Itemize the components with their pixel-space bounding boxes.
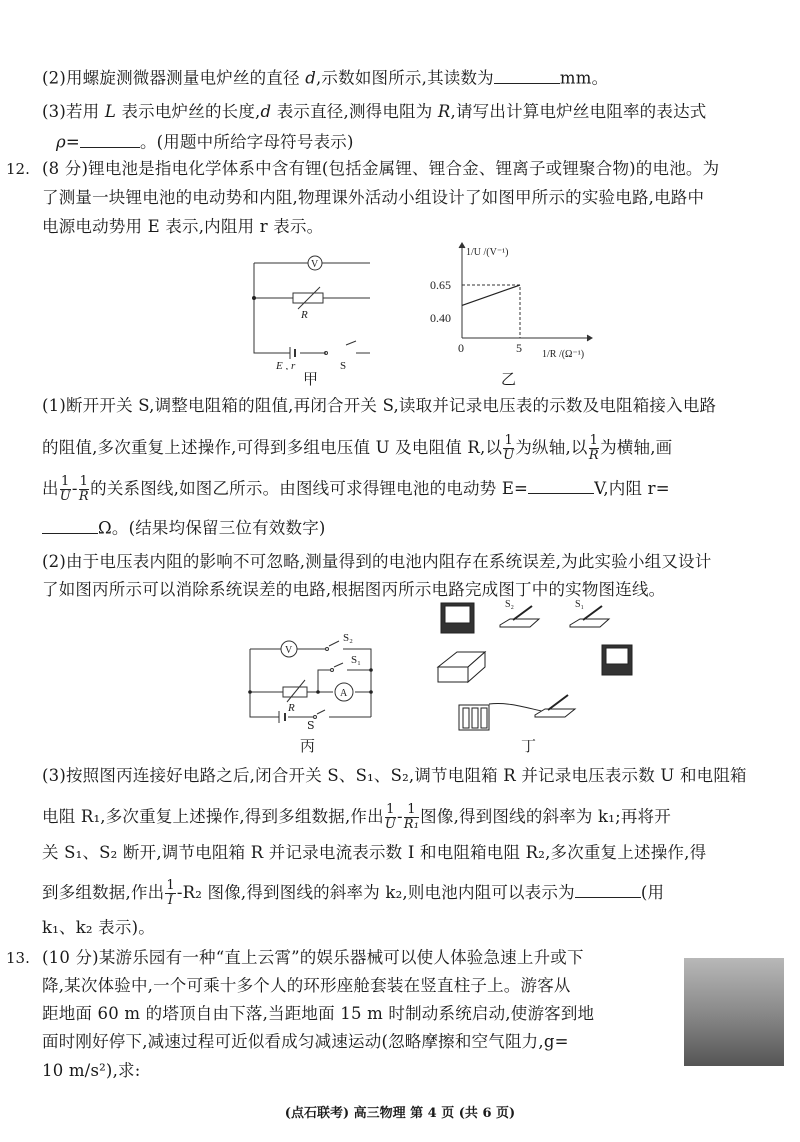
y-axis-label: 1/U /(V⁻¹) (466, 247, 509, 258)
q13-text: 距地面 60 m 的塔顶自由下落,当距地面 15 m 时制动系统启动,使游客到地 (42, 1004, 595, 1023)
switch-s2-label: S₂ (505, 599, 515, 610)
answer-blank (80, 130, 140, 148)
q12-part3: 电阻 R₁,多次重复上述操作,得到多组数据,作出 $\frac{1}{U}$ - $\frac{1}{\text{R₁}}$ 图像,得到图线的斜率为 k₁;再将开 (42, 802, 671, 832)
circuit-diagram-bing (243, 632, 383, 727)
voltmeter-label: V (311, 259, 319, 270)
figure-caption-yi: 乙 (501, 370, 517, 388)
q12-part3: 关 S₁、S₂ 断开,调节电阻箱 R 并记录电流表示数 I 和电阻箱电阻 R₂,多次重复上述操作,得 (42, 843, 707, 862)
q11-part2: (2)用螺旋测微器测量电炉丝的直径 d,示数如图所示,其读数为 mm。 (42, 66, 608, 89)
q12-part1: 出 $\frac{1}{U}$ - $\frac{1}{R}$ 的关系图线,如图乙所示。由图线可求得锂电池的电动势 E= V,内阻 r= (42, 474, 670, 504)
q12-part2: (2)由于电压表内阻的影响不可忽略,测量得到的电池内阻存在系统误差,为此实验小组又设计 (42, 552, 712, 571)
q11-part3: (3)若用 L 表示电炉丝的长度,d 表示直径,测得电阻为 R,请写出计算电炉丝电阻率的表达式 (42, 102, 707, 121)
battery-icon (459, 705, 489, 730)
answer-blank (528, 477, 594, 495)
resistor-label: R (288, 702, 295, 714)
y-tick-label: 0.65 (430, 278, 451, 292)
q12-part1: (1)断开开关 S,调整电阻箱的阻值,再闭合开关 S,读取并记录电压表的示数及电阻箱接入电路 (42, 396, 717, 415)
figure-caption-jia: 甲 (303, 370, 319, 388)
answer-blank (494, 66, 560, 84)
q12-part1: 的阻值,多次重复上述操作,可得到多组电压值 U 及电阻值 R,以 $\frac{1}{U}$ 为纵轴,以 $\frac{1}{R}$ 为横轴,画 (42, 433, 673, 463)
apparatus-diagram-ding (435, 597, 635, 732)
figure-caption-ding: 丁 (521, 737, 537, 755)
answer-blank (42, 516, 98, 534)
q13-text: 降,某次体验中,一个可乘十多个人的环形座舱套装在竖直柱子上。游客从 (42, 976, 571, 995)
answer-blank (575, 881, 641, 899)
graph-yi (430, 235, 615, 365)
q13-text: 10 m/s²),求: (42, 1061, 141, 1080)
battery-label: E , r (276, 360, 296, 370)
switch-s2-label: S₂ (343, 632, 353, 644)
voltmeter-label: V (285, 645, 293, 656)
q12-intro: (8 分)锂电池是指电化学体系中含有锂(包括金属锂、锂合金、锂离子或锂聚合物)的电池。为 (42, 159, 720, 178)
circuit-diagram-jia (240, 245, 370, 370)
switch-s1-label: S₁ (575, 599, 585, 610)
x-axis-label: 1/R /(Ω⁻¹) (542, 349, 585, 360)
q12-number: 12. (6, 160, 30, 178)
resistance-box-icon (438, 652, 485, 682)
figure-caption-bing: 丙 (300, 737, 316, 755)
q11-part3-answer: ρ= 。(用题中所给字母符号表示) (56, 130, 354, 153)
guide-dashed-line (462, 285, 520, 338)
q12-part3: 到多组数据,作出 $\frac{1}{I}$ -R₂ 图像,得到图线的斜率为 k₂,则电池内阻可以表示为 (用 (42, 878, 665, 908)
q12-intro: 了测量一块锂电池的电动势和内阻,物理课外活动小组设计了如图甲所示的实验电路,电路中 (42, 188, 705, 207)
y-tick-label: 0.40 (430, 311, 451, 325)
switch-label: S (340, 360, 347, 370)
ammeter-label: A (340, 688, 348, 699)
q12-part2: 了如图丙所示可以消除系统误差的电路,根据图丙所示电路完成图丁中的实物图连线。 (42, 580, 666, 599)
q13-text: 面时刚好停下,减速过程可近似看成匀减速运动(忽略摩擦和空气阻力,g= (42, 1032, 569, 1051)
q12-intro: 电源电动势用 E 表示,内阻用 r 表示。 (42, 217, 324, 236)
switch-s-label: S (307, 719, 315, 732)
q12-part3: k₁、k₂ 表示)。 (42, 918, 155, 937)
resistor-label: R (301, 309, 308, 321)
switch-s-icon (535, 695, 575, 717)
q12-part1: Ω。(结果均保留三位有效数字) (42, 516, 326, 539)
x-tick-label: 5 (516, 341, 522, 355)
page-footer: (点石联考) 高三物理 第 4 页 (共 6 页) (284, 1106, 516, 1121)
q13-text: (10 分)某游乐园有一种“直上云霄”的娱乐器械可以使人体验急速上升或下 (42, 948, 584, 967)
switch-s1-label: S₁ (351, 654, 361, 666)
x-tick-label: 0 (458, 341, 464, 355)
amusement-ride-photo (684, 958, 784, 1066)
q12-part3: (3)按照图丙连接好电路之后,闭合开关 S、S₁、S₂,调节电阻箱 R 并记录电压表示数 U 和电阻箱 (42, 766, 747, 785)
data-line (462, 285, 520, 305)
q13-number: 13. (6, 949, 30, 967)
